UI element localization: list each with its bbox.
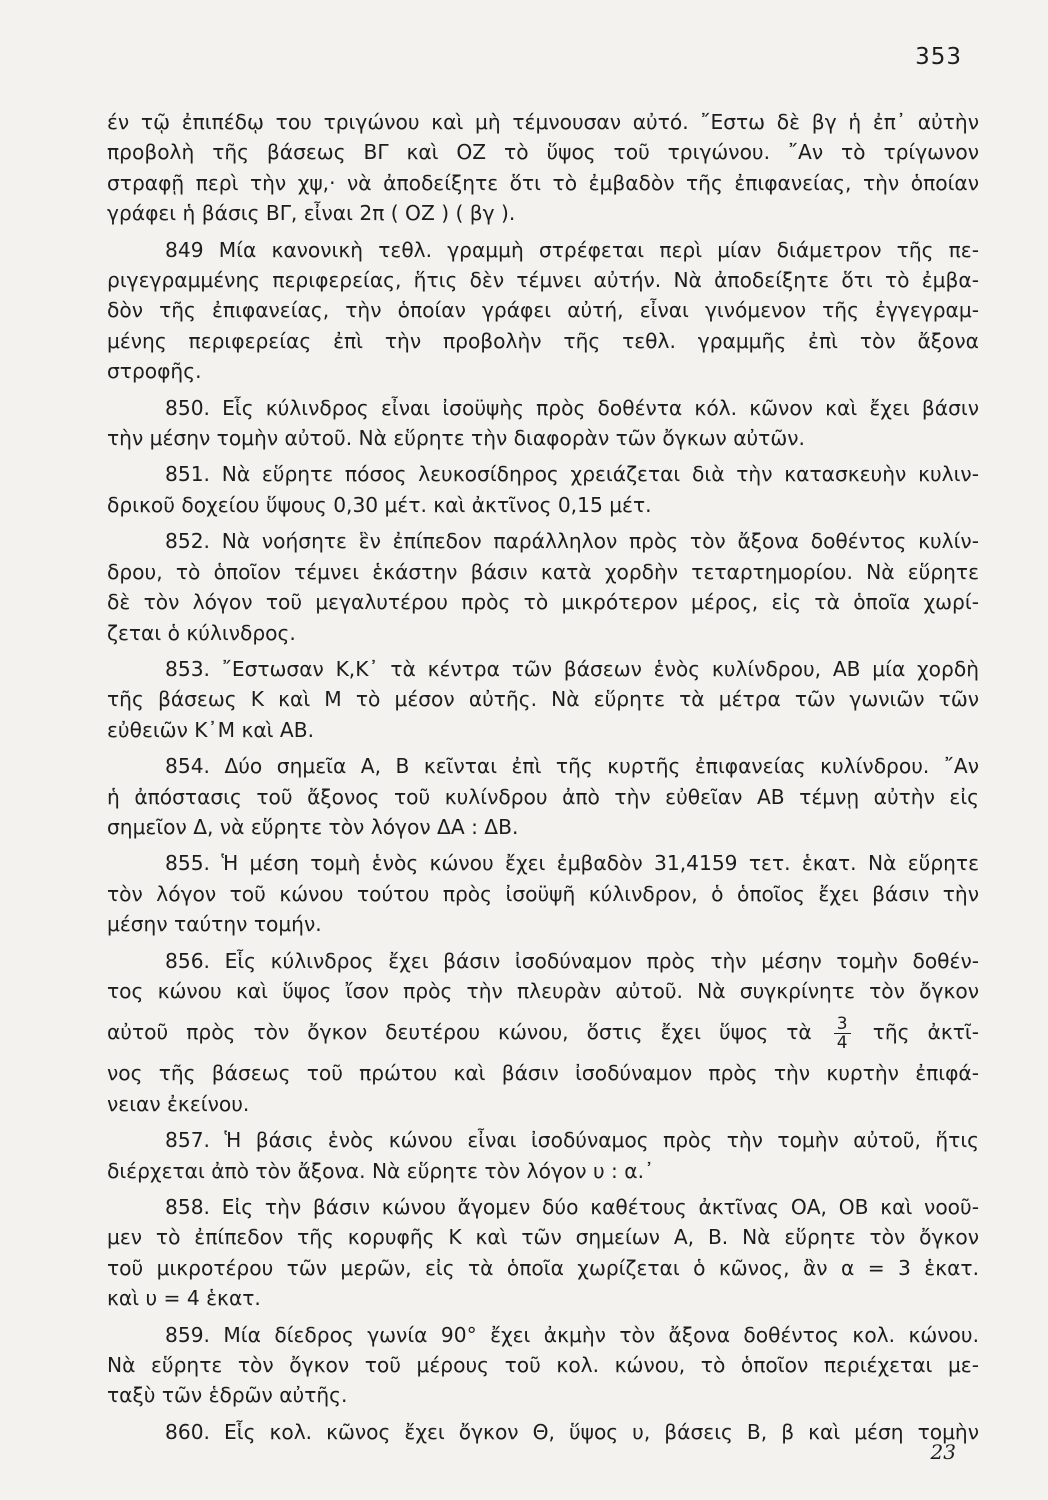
text-line: μέσην ταύτην τομήν. (107, 912, 322, 937)
exercise-855 (107, 848, 979, 939)
fraction-denominator: 4 (836, 1033, 848, 1054)
exercise-857 (107, 1125, 979, 1186)
fraction-text-line (107, 1010, 979, 1054)
text-line: 851. Νὰ εὕρητε πόσος λευκοσίδηρος χρειάζεται διὰ τὴν κατασκευὴν κυλιν- (165, 462, 979, 487)
text-line: ταξὺ τῶν ἑδρῶν αὐτῆς. (107, 1383, 348, 1408)
text-line: δὸν τῆς ἐπιφανείας, τὴν ὁποίαν γράφει αὐτή, εἶναι γινόμενον τῆς ἐγγεγραμ- (107, 298, 979, 323)
text-line: τῆς βάσεως Κ καὶ Μ τὸ μέσον αὐτῆς. Νὰ εὕρητε τὰ μέτρα τῶν γωνιῶν τῶν (107, 687, 979, 712)
exercise-850 (107, 393, 979, 454)
signature-mark: 23 (930, 1440, 956, 1464)
text-line: 859. Μία δίεδρος γωνία 90° ἔχει ἀκμὴν τὸν ἄξονα δοθέντος κολ. κώνου. (165, 1322, 979, 1347)
text-line: 855. Ἡ μέση τομὴ ἑνὸς κώνου ἔχει ἐμβαδὸν 31,4159 τετ. ἑκατ. Νὰ εὕρητε (165, 851, 979, 876)
exercise-852 (107, 526, 979, 648)
exercise-851 (107, 459, 979, 520)
text-line: νος τῆς βάσεως τοῦ πρώτου καὶ βάσιν ἰσοδύναμον πρὸς τὴν κυρτὴν ἐπιφά- (107, 1061, 979, 1086)
text-line: καὶ υ = 4 ἑκατ. (107, 1286, 261, 1311)
text-line: δρικοῦ δοχείου ὕψους 0,30 μέτ. καὶ ἀκτῖνος 0,15 μέτ. (107, 492, 652, 517)
text-line: τὸν λόγον τοῦ κώνου τούτου πρὸς ἰσοϋψῆ κύλινδρον, ὁ ὁποῖος ἔχει βάσιν τὴν (107, 881, 979, 906)
text-line: 858. Εἰς τὴν βάσιν κώνου ἄγομεν δύο καθέτους ἀκτῖνας ΟΑ, ΟΒ καὶ νοοῦ- (165, 1195, 979, 1219)
text-line: ἡ ἀπόστασις τοῦ ἄξονος τοῦ κυλίνδρου ἀπὸ τὴν εὐθεῖαν ΑΒ τέμνῃ αὐτὴν εἰς (107, 784, 979, 809)
text-line: Νὰ εὕρητε τὸν ὄγκον τοῦ μέρους τοῦ κολ. κώνου, τὸ ὁποῖον περιέχεται με- (107, 1353, 979, 1378)
text-line: στροφῆς. (107, 359, 202, 384)
fraction (834, 1015, 851, 1052)
text-line: τος κώνου καὶ ὕψος ἴσον πρὸς τὴν πλευρὰν αὐτοῦ. Νὰ συγκρίνητε τὸν ὄγκον (107, 978, 979, 1003)
text-line: μεν τὸ ἐπίπεδον τῆς κορυφῆς Κ καὶ τῶν σημείων Α, Β. Νὰ εὕρητε τὸν ὄγκον (107, 1225, 979, 1250)
text-segment: τῆς ἀκτῖ- (872, 1020, 980, 1045)
text-line: διέρχεται ἀπὸ τὸν ἄξονα. Νὰ εὕρητε τὸν λόγον υ : α.᾽ (107, 1158, 655, 1183)
text-line: 860. Εἷς κολ. κῶνος ἔχει ὄγκον Θ, ὕψος υ, βάσεις Β, β καὶ μέση τομὴν (165, 1419, 979, 1444)
text-line: 850. Εἷς κύλινδρος εἶναι ἰσοϋψὴς πρὸς δοθέντα κόλ. κῶνον καὶ ἔχει βάσιν (165, 395, 979, 420)
text-line: εὐθειῶν Κ᾽Μ καὶ ΑΒ. (107, 717, 314, 742)
text-line: δὲ τὸν λόγον τοῦ μεγαλυτέρου πρὸς τὸ μικρότερον μέρος, εἰς τὰ ὁποῖα χωρί- (107, 590, 979, 615)
paragraph-intro (107, 107, 979, 229)
exercise-849 (107, 235, 979, 387)
exercise-859 (107, 1320, 979, 1411)
text-line: 852. Νὰ νοήσητε ἓν ἐπίπεδον παράλληλον πρὸς τὸν ἄξονα δοθέντος κυλίν- (165, 529, 979, 554)
text-line: μένης περιφερείας ἐπὶ τὴν προβολὴν τῆς τεθλ. γραμμῆς ἐπὶ τὸν ἄξονα (107, 328, 979, 353)
text-line: προβολὴ τῆς βάσεως ΒΓ καὶ ΟΖ τὸ ὕψος τοῦ τριγώνου. ῎Αν τὸ τρίγωνον (107, 140, 979, 165)
text-line: δρου, τὸ ὁποῖον τέμνει ἑκάστην βάσιν κατὰ χορδὴν τεταρτημορίου. Νὰ εὕρητε (107, 559, 979, 584)
text-line: ζεται ὁ κύλινδρος. (107, 620, 296, 645)
text-line: 854. Δύο σημεῖα Α, Β κεῖνται ἐπὶ τῆς κυρτῆς ἐπιφανείας κυλίνδρου. ῎Αν (165, 754, 979, 779)
exercise-858 (107, 1192, 979, 1314)
exercise-853 (107, 654, 979, 745)
text-segment: αὐτοῦ πρὸς τὸν ὄγκον δευτέρου κώνου, ὅστις ἔχει ὕψος τὰ (107, 1020, 812, 1045)
page-number: 353 (915, 44, 962, 70)
fraction-numerator: 3 (834, 1015, 851, 1034)
text-line: τοῦ μικροτέρου τῶν μερῶν, εἰς τὰ ὁποῖα χωρίζεται ὁ κῶνος, ἂν α = 3 ἑκατ. (107, 1255, 979, 1280)
text-line: 853. ῎Εστωσαν Κ,Κ᾽ τὰ κέντρα τῶν βάσεων ἑνὸς κυλίνδρου, ΑΒ μία χορδὴ (165, 656, 979, 681)
exercise-854 (107, 751, 979, 842)
text-line: 857. Ἡ βάσις ἑνὸς κώνου εἶναι ἰσοδύναμος πρὸς τὴν τομὴν αὐτοῦ, ἥτις (165, 1128, 979, 1153)
text-line: 856. Εἷς κύλινδρος ἔχει βάσιν ἰσοδύναμον πρὸς τὴν μέσην τομὴν δοθέν- (165, 948, 979, 973)
exercise-856 (107, 946, 979, 1120)
text-line: νειαν ἐκείνου. (107, 1091, 250, 1116)
text-line: ριγεγραμμένης περιφερείας, ἥτις δὲν τέμνει αὐτήν. Νὰ ἀποδείξητε ὅτι τὸ ἐμβα- (107, 268, 979, 293)
exercise-860 (107, 1417, 979, 1447)
text-line: τὴν μέσην τομὴν αὐτοῦ. Νὰ εὕρητε τὴν διαφορὰν τῶν ὄγκων αὐτῶν. (107, 426, 805, 451)
text-line: γράφει ἡ βάσις ΒΓ, εἶναι 2π ( ΟΖ ) ( βγ ). (107, 201, 516, 226)
text-line: σημεῖον Δ, νὰ εὕρητε τὸν λόγον ΔΑ : ΔΒ. (107, 814, 519, 839)
text-line: έν τῷ ἐπιπέδῳ του τριγώνου καὶ μὴ τέμνουσαν αὐτό. ῎Εστω δὲ βγ ἡ ἐπ᾽ αὐτὴν (107, 110, 979, 134)
text-line: στραφῇ περὶ τὴν χψ,· νὰ ἀποδείξητε ὅτι τὸ ἐμβαδὸν τῆς ἐπιφανείας, τὴν ὁποίαν (107, 170, 979, 195)
text-line: 849 Μία κανονικὴ τεθλ. γραμμὴ στρέφεται περὶ μίαν διάμετρον τῆς πε- (165, 237, 979, 262)
text-body (107, 107, 979, 1447)
